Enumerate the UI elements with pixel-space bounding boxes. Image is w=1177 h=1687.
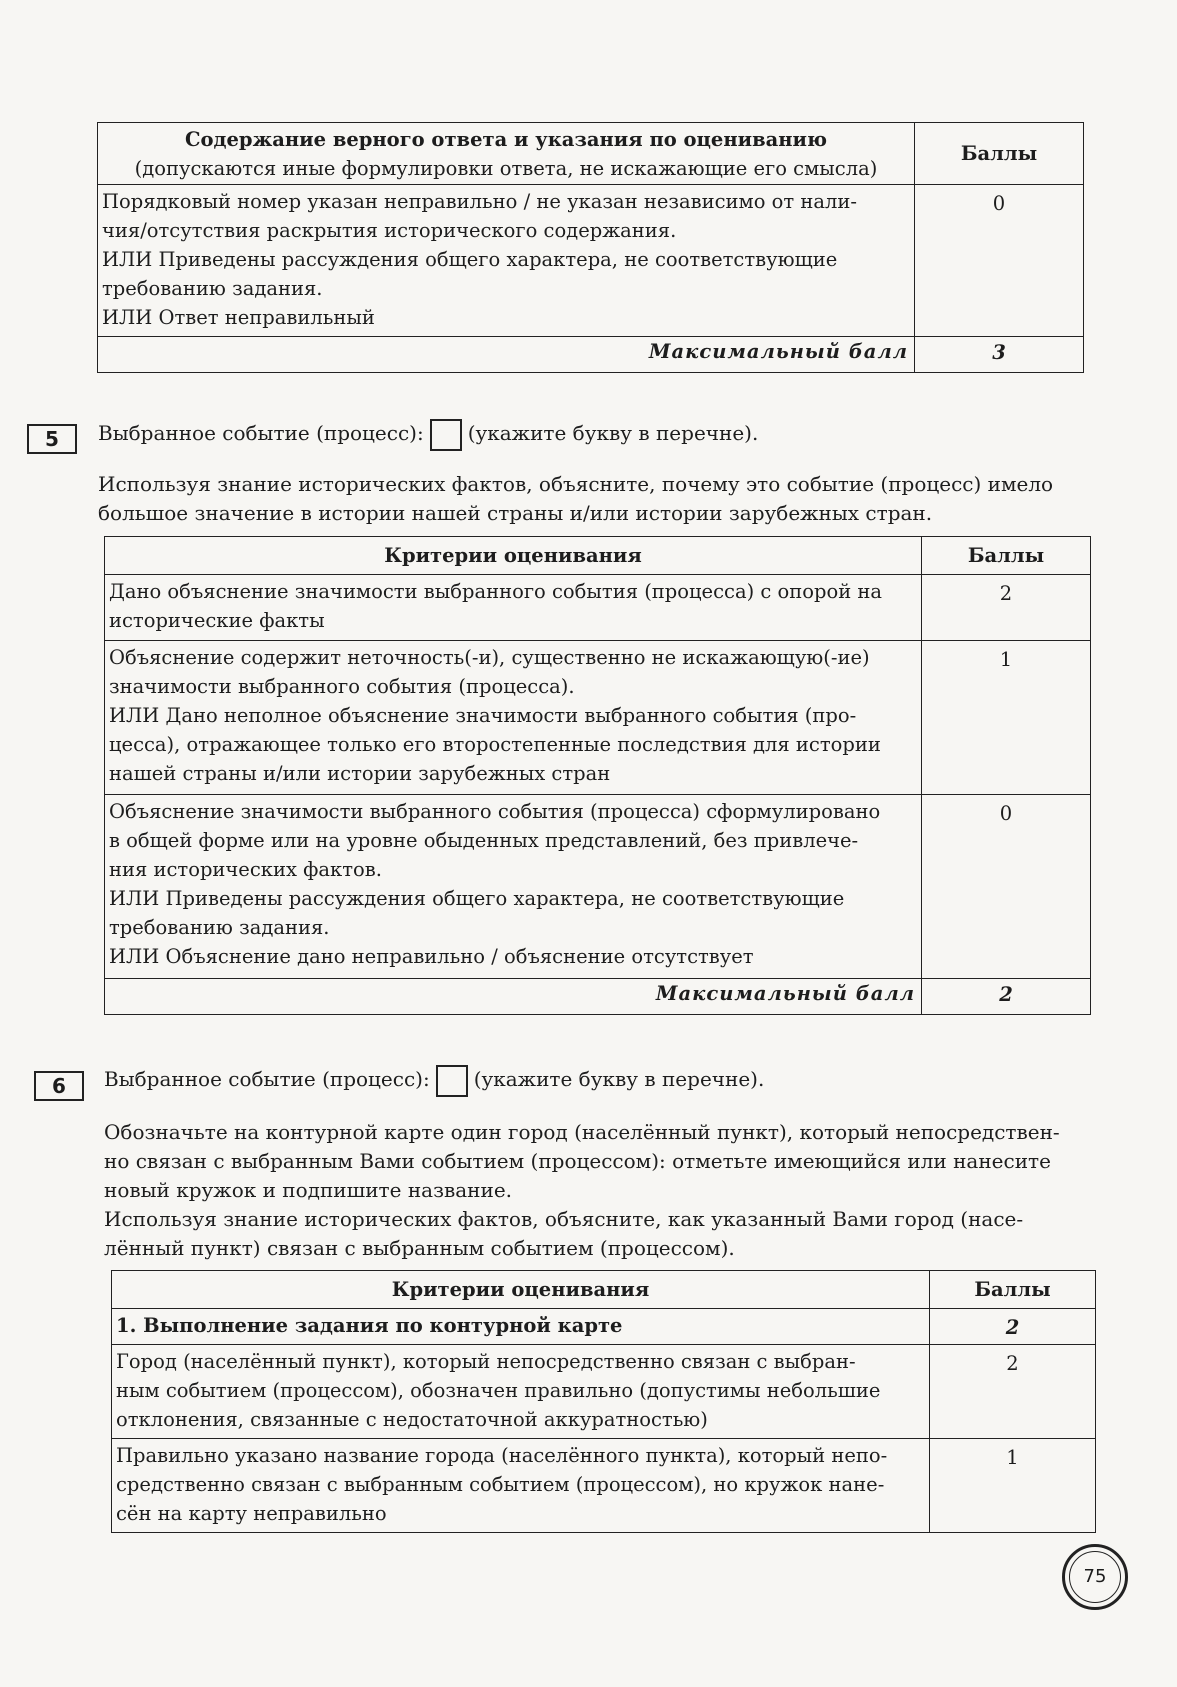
criterion-line: отклонения, связанные с недостаточной аккуратностью) — [116, 1408, 708, 1431]
selected-event-hint: (укажите букву в перечне). — [467, 421, 759, 445]
criterion-line: Дано объяснение значимости выбранного события (процесса) с опорой на — [109, 580, 883, 603]
section-row — [112, 1309, 1096, 1345]
page-number-badge — [1062, 1544, 1128, 1610]
criterion-line: Порядковый номер указан неправильно / не указан независимо от нали- — [102, 190, 857, 213]
max-score-row — [98, 337, 1084, 373]
criterion-score: 0 — [922, 795, 1091, 979]
task-5-number: 5 — [27, 424, 77, 454]
selected-event-label: Выбранное событие (процесс): — [104, 1067, 430, 1091]
table-row — [112, 1439, 1096, 1533]
criteria-header: Критерии оценивания — [112, 1271, 930, 1309]
criterion-line: сён на карту неправильно — [116, 1502, 387, 1525]
criterion-score: 1 — [930, 1439, 1096, 1533]
task-6-number: 6 — [34, 1071, 84, 1101]
criterion-line: требованию задания. — [109, 916, 330, 939]
task-5-selected-event — [98, 418, 758, 451]
question-line: большое значение в истории нашей страны и/или истории зарубежных стран. — [98, 501, 933, 525]
max-score-label: Максимальный балл — [98, 337, 915, 373]
criterion-line: ИЛИ Дано неполное объяснение значимости выбранного события (про- — [109, 704, 857, 727]
criterion-line: исторические факты — [109, 609, 325, 632]
task-5-criteria-table — [104, 536, 1091, 1015]
table-row — [98, 185, 1084, 337]
max-score-row — [105, 979, 1091, 1015]
score-header: Баллы — [915, 123, 1084, 185]
criterion-line: Объяснение содержит неточность(-и), существенно не искажающую(-ие) — [109, 646, 870, 669]
selected-event-hint: (укажите букву в перечне). — [473, 1067, 765, 1091]
criterion-line: значимости выбранного события (процесса). — [109, 675, 575, 698]
criterion-line: Город (населённый пункт), который непосредственно связан с выбран- — [116, 1350, 856, 1373]
answer-letter-box[interactable] — [430, 419, 462, 451]
answer-letter-box[interactable] — [436, 1065, 468, 1097]
criterion-line: ИЛИ Объяснение дано неправильно / объяснение отсутствует — [109, 945, 754, 968]
criterion-text — [98, 185, 915, 337]
question-line: новый кружок и подпишите название. — [104, 1178, 513, 1202]
table-row — [105, 795, 1091, 979]
criterion-line: нашей страны и/или истории зарубежных стран — [109, 762, 611, 785]
question-line: Обозначьте на контурной карте один город (населённый пункт), который непосредствен- — [104, 1120, 1060, 1144]
criterion-text — [112, 1345, 930, 1439]
criterion-line: в общей форме или на уровне обыденных представлений, без привлече- — [109, 829, 859, 852]
task-6-criteria-table — [111, 1270, 1096, 1533]
criterion-line: цесса), отражающее только его второстепенные последствия для истории — [109, 733, 881, 756]
max-score-label: Максимальный балл — [105, 979, 922, 1015]
criterion-line: ИЛИ Приведены рассуждения общего характера, не соответствующие — [102, 248, 838, 271]
criterion-text — [112, 1439, 930, 1533]
question-line: Используя знание исторических фактов, объясните, почему это событие (процесс) имело — [98, 472, 1054, 496]
criteria-header: Критерии оценивания — [105, 537, 922, 575]
table-row — [105, 641, 1091, 795]
criterion-line: чия/отсутствия раскрытия исторического содержания. — [102, 219, 677, 242]
header-line: (допускаются иные формулировки ответа, не искажающие его смысла) — [134, 156, 878, 180]
table-row — [105, 575, 1091, 641]
criterion-score: 0 — [915, 185, 1084, 337]
answer-content-header — [98, 123, 915, 185]
criterion-line: средственно связан с выбранным событием (процессом), но кружок нане- — [116, 1473, 885, 1496]
criterion-line: ИЛИ Ответ неправильный — [102, 306, 375, 329]
answer-criteria-table — [97, 122, 1084, 373]
task-6-question — [104, 1118, 1086, 1263]
criterion-line: ным событием (процессом), обозначен правильно (допустимы небольшие — [116, 1379, 881, 1402]
table-header-row — [98, 123, 1084, 185]
task-5-question — [98, 470, 1080, 528]
page-number: 75 — [1069, 1551, 1121, 1603]
table-header-row — [112, 1271, 1096, 1309]
criterion-score: 2 — [930, 1345, 1096, 1439]
criterion-score: 1 — [922, 641, 1091, 795]
criterion-line: ИЛИ Приведены рассуждения общего характера, не соответствующие — [109, 887, 845, 910]
task-6-selected-event — [104, 1064, 764, 1097]
criterion-line: ния исторических фактов. — [109, 858, 382, 881]
max-score-value: 3 — [915, 337, 1084, 373]
question-line: Используя знание исторических фактов, объясните, как указанный Вами город (насе- — [104, 1207, 1024, 1231]
max-score-value: 2 — [922, 979, 1091, 1015]
criterion-line: требованию задания. — [102, 277, 323, 300]
header-line: Содержание верного ответа и указания по оцениванию — [185, 127, 827, 151]
score-header: Баллы — [930, 1271, 1096, 1309]
criterion-text — [105, 641, 922, 795]
section-title: 1. Выполнение задания по контурной карте — [112, 1309, 930, 1345]
table-header-row — [105, 537, 1091, 575]
question-line: но связан с выбранным Вами событием (процессом): отметьте имеющийся или нанесите — [104, 1149, 1051, 1173]
section-score: 2 — [930, 1309, 1096, 1345]
criterion-line: Правильно указано название города (населённого пункта), который непо- — [116, 1444, 888, 1467]
selected-event-label: Выбранное событие (процесс): — [98, 421, 424, 445]
score-header: Баллы — [922, 537, 1091, 575]
criterion-line: Объяснение значимости выбранного события (процесса) сформулировано — [109, 800, 881, 823]
question-line: лённый пункт) связан с выбранным событием (процессом). — [104, 1236, 735, 1260]
criterion-text — [105, 795, 922, 979]
table-row — [112, 1345, 1096, 1439]
criterion-score: 2 — [922, 575, 1091, 641]
criterion-text — [105, 575, 922, 641]
